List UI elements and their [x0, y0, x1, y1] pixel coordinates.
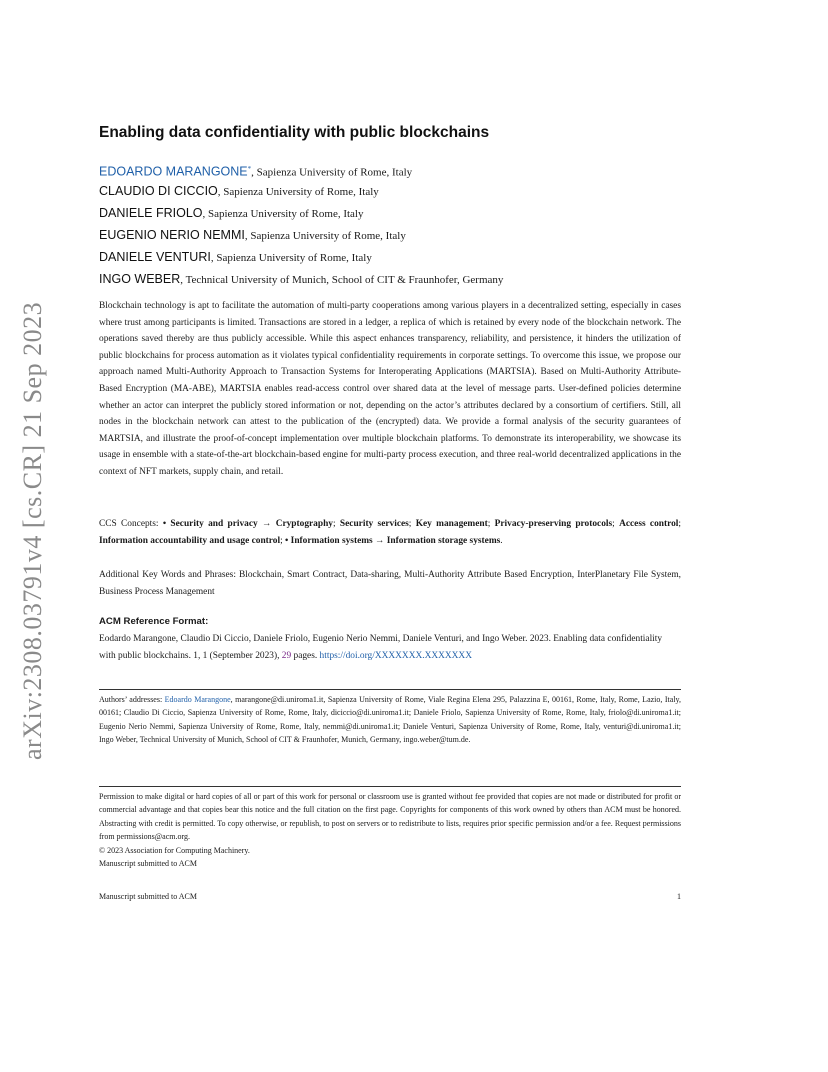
permission-text: Permission to make digital or hard copies of all or part of this work for personal or classroom use is granted without fee provided that copies are not made or distributed for profit or commercial advantage and that copies bear this notice and the full citation on the first page. Copyrights for components of this work owned by others than ACM must be honored. Abstracting with credit is permitted. To copy otherwise, or republish, to post on servers or to redistribute to lists, requires prior specific permission and/or a fee. Request permissions from permissions@acm.org. — [99, 792, 681, 842]
author-line — [99, 182, 681, 204]
footnote-divider — [99, 689, 681, 690]
ccs-concept: • Security and privacy → Cryptography — [162, 519, 333, 529]
author-line — [99, 270, 681, 292]
ccs-concept: Key management — [415, 519, 488, 529]
author-affiliation: , Sapienza University of Rome, Italy — [210, 252, 372, 264]
ccs-concept: • Information systems → Information storage systems — [285, 536, 501, 546]
ccs-concept: Security services — [339, 519, 409, 529]
author-name-link[interactable]: EDOARDO MARANGONE — [99, 164, 248, 179]
ccs-concept: Privacy-preserving protocols — [494, 519, 613, 529]
manuscript-line: Manuscript submitted to ACM — [99, 859, 197, 869]
author-name: EUGENIO NERIO NEMMI — [99, 228, 245, 242]
page-number: 1 — [677, 892, 681, 901]
ccs-prefix: CCS Concepts: — [99, 519, 163, 529]
author-name: INGO WEBER — [99, 272, 181, 286]
copyright-line: © 2023 Association for Computing Machinery. — [99, 845, 250, 855]
author-affiliation: , Sapienza University of Rome, Italy — [244, 230, 406, 242]
author-line — [99, 248, 681, 270]
author-list — [99, 160, 681, 292]
author-line — [99, 226, 681, 248]
paper-title: Enabling data confidentiality with public blockchains — [99, 124, 490, 141]
page-footer — [99, 892, 681, 901]
footnote-divider — [99, 786, 681, 787]
author-name: DANIELE FRIOLO — [99, 206, 203, 220]
author-name: CLAUDIO DI CICCIO — [99, 184, 218, 198]
pages-word: pages. — [291, 651, 320, 661]
author-address-link[interactable]: Edoardo Marangone — [164, 695, 231, 704]
author-affiliation: , Sapienza University of Rome, Italy — [251, 166, 413, 179]
author-footnote-marker[interactable]: * — [247, 165, 252, 173]
acm-reference-text: Eodardo Marangone, Claudio Di Ciccio, Daniele Friolo, Eugenio Nerio Nemmi, Daniele Venturi, and Ingo Weber. 2023. Enabling data confidentiality with public blockchains. 1, 1 (September 2023), — [99, 634, 663, 661]
footer-text: Manuscript submitted to ACM — [99, 892, 197, 901]
author-affiliation: , Sapienza University of Rome, Italy — [202, 208, 364, 220]
ccs-concept: Access control — [619, 519, 679, 529]
acm-reference — [99, 631, 681, 665]
ccs-concept: Information accountability and usage control — [99, 536, 281, 546]
acm-reference-heading: ACM Reference Format: — [99, 616, 209, 627]
author-line — [99, 160, 681, 182]
addresses-text: , marangone@di.uniroma1.it, Sapienza University of Rome, Viale Regina Elena 295, Palazzina E, 00161, Rome, Italy, Rome, Lazio, Italy, 00161; Claudio Di Ciccio, Sapienza University of Rome, Rome, Italy, diciccio@di.uniroma1.it; Daniele Friolo, Sapienza University of Rome, Rome, Italy, friolo@di.uniroma1.it; Eugenio Nerio Nemmi, Sapienza University of Rome, Rome, Italy, nemmi@di.uniroma1.it; Daniele Venturi, Sapienza University of Rome, Rome, Italy, venturi@di.uniroma1.it; Ingo Weber, Technical University of Munich, School of CIT & Fraunhofer, Munich, Germany, ingo.weber@tum.de. — [99, 695, 681, 745]
author-affiliation: , Sapienza University of Rome, Italy — [217, 186, 379, 198]
doi-link[interactable]: https://doi.org/XXXXXXX.XXXXXXX — [319, 651, 472, 661]
author-line — [99, 204, 681, 226]
ccs-concepts: CCS Concepts: • Security and privacy → Cryptography; Security services; Key management; Privacy-preserving protocols; Access control; Information accountability and usage control; • Information systems → Information storage systems. — [99, 519, 681, 546]
keywords: Additional Key Words and Phrases: Blockchain, Smart Contract, Data-sharing, Multi-Authority Attribute Based Encryption, InterPlanetary File System, Business Process Management — [99, 570, 681, 597]
author-name: DANIELE VENTURI — [99, 250, 211, 264]
page-count-link[interactable]: 29 — [281, 651, 292, 661]
author-affiliation: , Technical University of Munich, School of CIT & Fraunhofer, Germany — [180, 274, 504, 286]
addresses-prefix: Authors’ addresses: — [99, 695, 165, 704]
authors-addresses — [99, 693, 681, 747]
abstract: Blockchain technology is apt to facilitate the automation of multi-party cooperations among various players in a decentralized setting, especially in cases where trust among participants is limited. Transactions are stored in a ledger, a replica of which is retained by every node of the blockchain network. The operations saved thereby are thus publicly accessible. While this aspect enhances transparency, reliability, and persistence, it hinders the utilization of public blockchains for process automation as it violates typical confidentiality requirements in corporate settings. To overcome this issue, we propose our approach named Multi-Authority Approach to Transaction Systems for Interoperating Applications (MARTSIA). Based on Multi-Authority Attribute-Based Encryption (MA-ABE), MARTSIA enables read-access control over shared data at the level of message parts. User-defined policies determine whether an actor can interpret the publicly stored information or not, depending on the actor’s attributes declared by a consortium of certifiers. Still, all nodes in the blockchain network can attest to the publication of the (encrypted) data. We provide a formal analysis of the security guarantees of MARTSIA, and illustrate the proof-of-concept implementation over multiple blockchain platforms. To demonstrate its interoperability, we showcase its usage in ensemble with a state-of-the-art blockchain-based engine for multi-party process execution, and three real-world decentralized applications in the context of NFT markets, supply chain, and retail. — [99, 301, 681, 477]
permission-notice — [99, 790, 681, 870]
arxiv-identifier: arXiv:2308.03791v4 [cs.CR] 21 Sep 2023 — [18, 301, 47, 760]
